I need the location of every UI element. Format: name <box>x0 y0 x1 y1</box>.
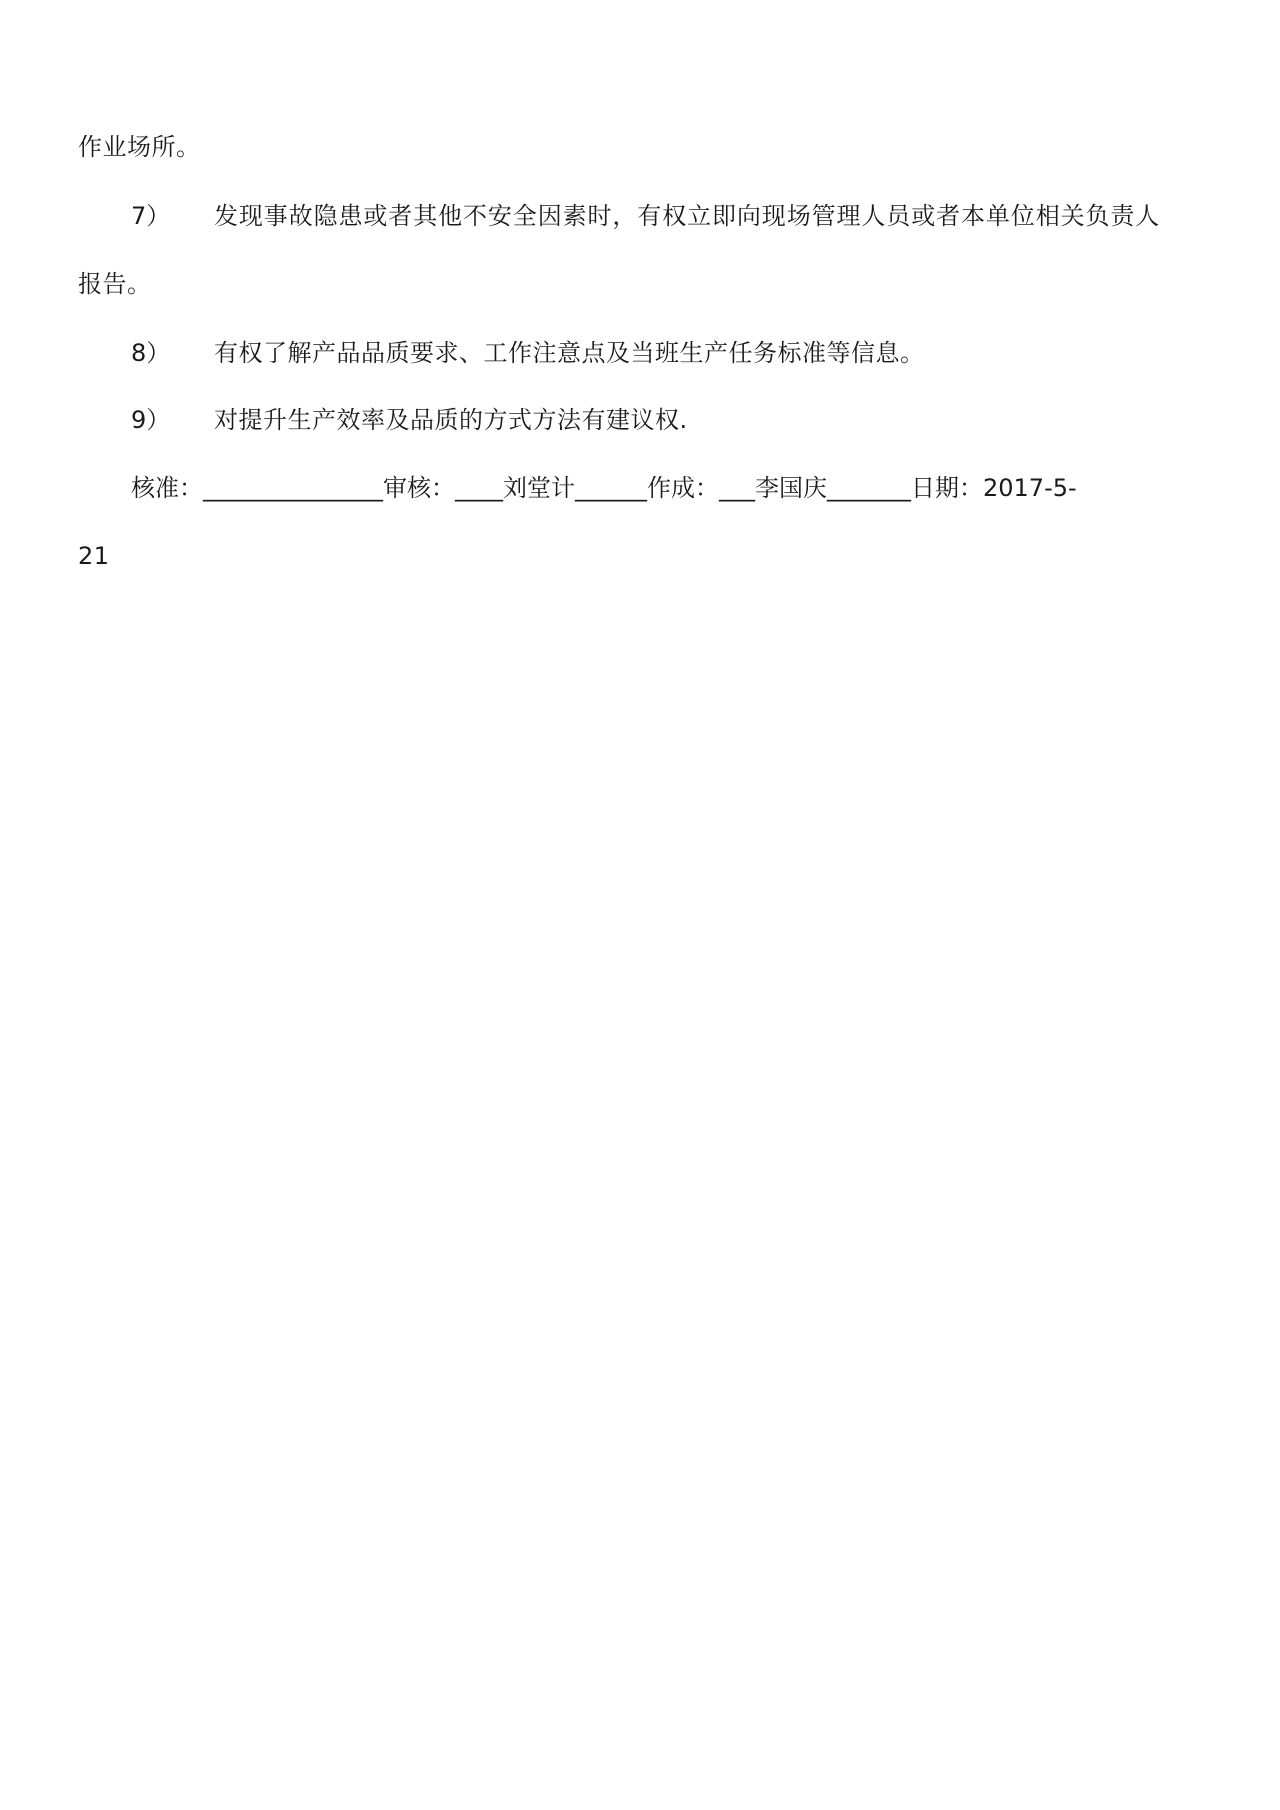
signature-line: 核准：_______________审核：____刘堂计______作成：___李国庆_______日期：2017-5- <box>131 474 1077 502</box>
item-number-8: 8） <box>131 339 171 367</box>
item-8-text: 有权了解产品品质要求、工作注意点及当班生产任务标准等信息。 <box>214 339 925 367</box>
item-7-text: 发现事故隐患或者其他不安全因素时，有权立即向现场管理人员或者本单位相关负责人 <box>214 202 1161 230</box>
continuation-line: 作业场所。 <box>78 133 201 161</box>
item-number-9: 9） <box>131 406 171 434</box>
item-9-text: 对提升生产效率及品质的方式方法有建议权. <box>214 406 688 434</box>
item-number-7: 7） <box>131 202 171 230</box>
signature-date-continued: 21 <box>78 542 110 570</box>
item-7-text-continued: 报告。 <box>78 270 152 298</box>
